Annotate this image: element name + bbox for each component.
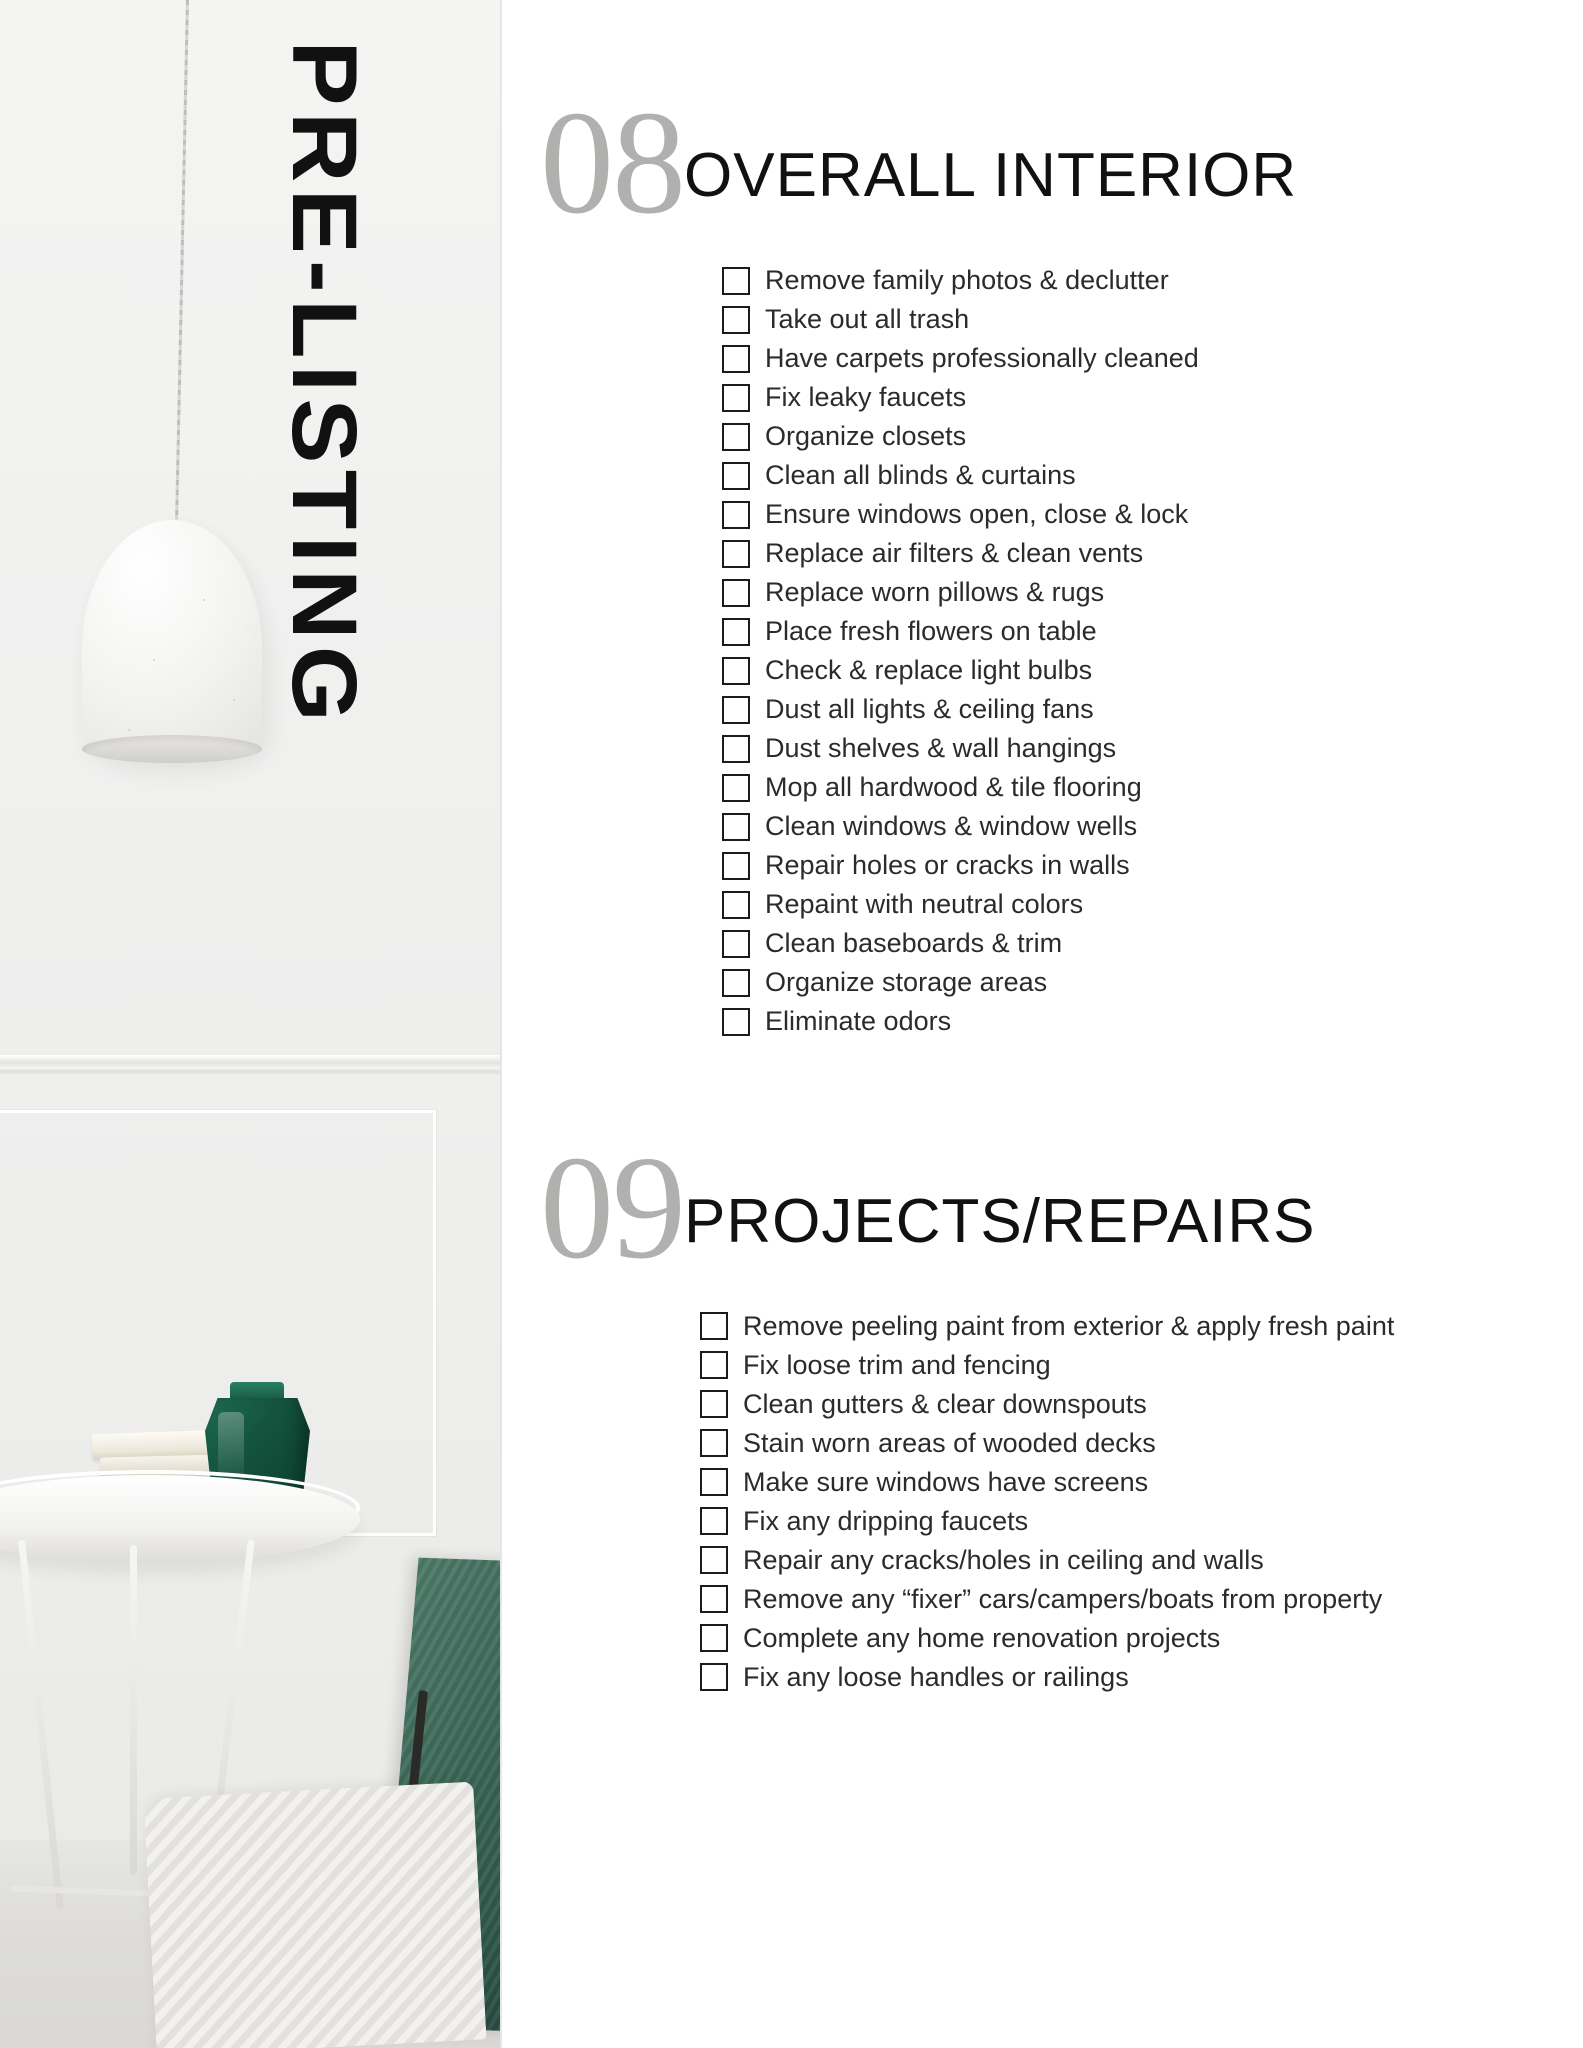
list-item[interactable] <box>722 456 1583 495</box>
list-item[interactable] <box>722 807 1583 846</box>
list-item-label: Organize storage areas <box>765 967 1048 998</box>
section-projects-repairs <box>500 1041 1583 1696</box>
list-item-label: Remove any “fixer” cars/campers/boats from property <box>743 1583 1383 1614</box>
list-item-label: Replace worn pillows & rugs <box>765 577 1105 608</box>
list-item-label: Stain worn areas of wooded decks <box>743 1427 1156 1458</box>
list-item-label: Make sure windows have screens <box>743 1466 1149 1497</box>
list-item[interactable] <box>722 885 1583 924</box>
checkbox-icon[interactable] <box>722 579 750 607</box>
list-item[interactable] <box>722 339 1583 378</box>
list-item[interactable] <box>722 690 1583 729</box>
list-item[interactable] <box>722 963 1583 1002</box>
checklist-items <box>500 261 1583 1041</box>
list-item-label: Check & replace light bulbs <box>765 655 1093 686</box>
list-item-label: Repair any cracks/holes in ceiling and walls <box>743 1544 1264 1575</box>
room-photo <box>0 0 500 2048</box>
interior-photo-panel <box>0 0 500 2048</box>
list-item-label: Clean baseboards & trim <box>765 928 1063 959</box>
checkbox-icon[interactable] <box>722 813 750 841</box>
list-item[interactable] <box>722 612 1583 651</box>
list-item[interactable] <box>722 651 1583 690</box>
list-item-label: Organize closets <box>765 421 967 452</box>
list-item-label: Repaint with neutral colors <box>765 889 1084 920</box>
section-number: 09 <box>540 1126 684 1291</box>
list-item[interactable] <box>722 300 1583 339</box>
list-item[interactable] <box>722 846 1583 885</box>
section-overall-interior <box>500 0 1583 1041</box>
list-item[interactable] <box>722 378 1583 417</box>
checkbox-icon[interactable] <box>722 657 750 685</box>
section-header <box>500 1126 1583 1291</box>
page-title-vertical: PRE-LISTING <box>273 40 375 729</box>
checklist-content <box>500 0 1583 2048</box>
checkbox-icon[interactable] <box>700 1429 728 1457</box>
list-item[interactable] <box>722 768 1583 807</box>
list-item-label: Eliminate odors <box>765 1006 952 1037</box>
list-item-label: Replace air filters & clean vents <box>765 538 1144 569</box>
checkbox-icon[interactable] <box>700 1312 728 1340</box>
checkbox-icon[interactable] <box>722 306 750 334</box>
checkbox-icon[interactable] <box>722 1008 750 1036</box>
checkbox-icon[interactable] <box>722 384 750 412</box>
checkbox-icon[interactable] <box>700 1624 728 1652</box>
list-item[interactable] <box>722 534 1583 573</box>
section-title: OVERALL INTERIOR <box>684 141 1298 211</box>
checkbox-icon[interactable] <box>722 462 750 490</box>
list-item[interactable] <box>700 1307 1583 1346</box>
list-item-label: Repair holes or cracks in walls <box>765 850 1130 881</box>
checkbox-icon[interactable] <box>722 891 750 919</box>
list-item[interactable] <box>700 1658 1583 1697</box>
list-item-label: Remove peeling paint from exterior & apply fresh paint <box>743 1310 1395 1341</box>
wall-molding <box>0 1055 500 1069</box>
checkbox-icon[interactable] <box>722 540 750 568</box>
list-item-label: Fix any loose handles or railings <box>743 1661 1129 1692</box>
list-item[interactable] <box>722 1002 1583 1041</box>
checkbox-icon[interactable] <box>722 735 750 763</box>
list-item-label: Fix loose trim and fencing <box>743 1349 1051 1380</box>
checkbox-icon[interactable] <box>722 501 750 529</box>
list-item-label: Clean windows & window wells <box>765 811 1138 842</box>
list-item-label: Clean gutters & clear downspouts <box>743 1388 1147 1419</box>
checkbox-icon[interactable] <box>722 930 750 958</box>
list-item[interactable] <box>722 729 1583 768</box>
list-item[interactable] <box>722 261 1583 300</box>
list-item-label: Place fresh flowers on table <box>765 616 1097 647</box>
checkbox-icon[interactable] <box>722 969 750 997</box>
checkbox-icon[interactable] <box>700 1390 728 1418</box>
checkbox-icon[interactable] <box>722 423 750 451</box>
checkbox-icon[interactable] <box>700 1468 728 1496</box>
list-item[interactable] <box>722 924 1583 963</box>
checkbox-icon[interactable] <box>722 852 750 880</box>
list-item[interactable] <box>722 495 1583 534</box>
list-item-label: Complete any home renovation projects <box>743 1622 1221 1653</box>
side-table-leg-center <box>130 1545 137 1875</box>
white-knit-fabric <box>143 1782 486 2048</box>
checkbox-icon[interactable] <box>700 1546 728 1574</box>
list-item-label: Ensure windows open, close & lock <box>765 499 1189 530</box>
list-item[interactable] <box>700 1463 1583 1502</box>
section-number: 08 <box>540 81 684 245</box>
list-item-label: Fix leaky faucets <box>765 382 967 413</box>
list-item[interactable] <box>722 417 1583 456</box>
list-item[interactable] <box>700 1385 1583 1424</box>
checkbox-icon[interactable] <box>700 1351 728 1379</box>
checkbox-icon[interactable] <box>700 1663 728 1691</box>
list-item-label: Take out all trash <box>765 304 970 335</box>
section-header <box>500 81 1583 245</box>
list-item-label: Fix any dripping faucets <box>743 1505 1029 1536</box>
checkbox-icon[interactable] <box>722 696 750 724</box>
list-item-label: Have carpets professionally cleaned <box>765 343 1199 374</box>
section-title: PROJECTS/REPAIRS <box>684 1186 1316 1256</box>
wall-molding-shadow <box>0 1070 500 1074</box>
list-item[interactable] <box>700 1424 1583 1463</box>
list-item[interactable] <box>700 1346 1583 1385</box>
checklist-items <box>500 1307 1583 1697</box>
list-item-label: Clean all blinds & curtains <box>765 460 1076 491</box>
list-item-label: Dust shelves & wall hangings <box>765 733 1117 764</box>
list-item[interactable] <box>700 1502 1583 1541</box>
list-item[interactable] <box>722 573 1583 612</box>
checkbox-icon[interactable] <box>722 345 750 373</box>
list-item-label: Dust all lights & ceiling fans <box>765 694 1094 725</box>
list-item[interactable] <box>700 1541 1583 1580</box>
list-item[interactable] <box>700 1619 1583 1658</box>
list-item-label: Remove family photos & declutter <box>765 265 1169 296</box>
pendant-lamp-rim <box>82 735 262 763</box>
checkbox-icon[interactable] <box>722 267 750 295</box>
list-item[interactable] <box>700 1580 1583 1619</box>
checkbox-icon[interactable] <box>722 618 750 646</box>
list-item-label: Mop all hardwood & tile flooring <box>765 772 1142 803</box>
checkbox-icon[interactable] <box>700 1585 728 1613</box>
checkbox-icon[interactable] <box>722 774 750 802</box>
checkbox-icon[interactable] <box>700 1507 728 1535</box>
pendant-lamp-cord <box>175 0 189 520</box>
